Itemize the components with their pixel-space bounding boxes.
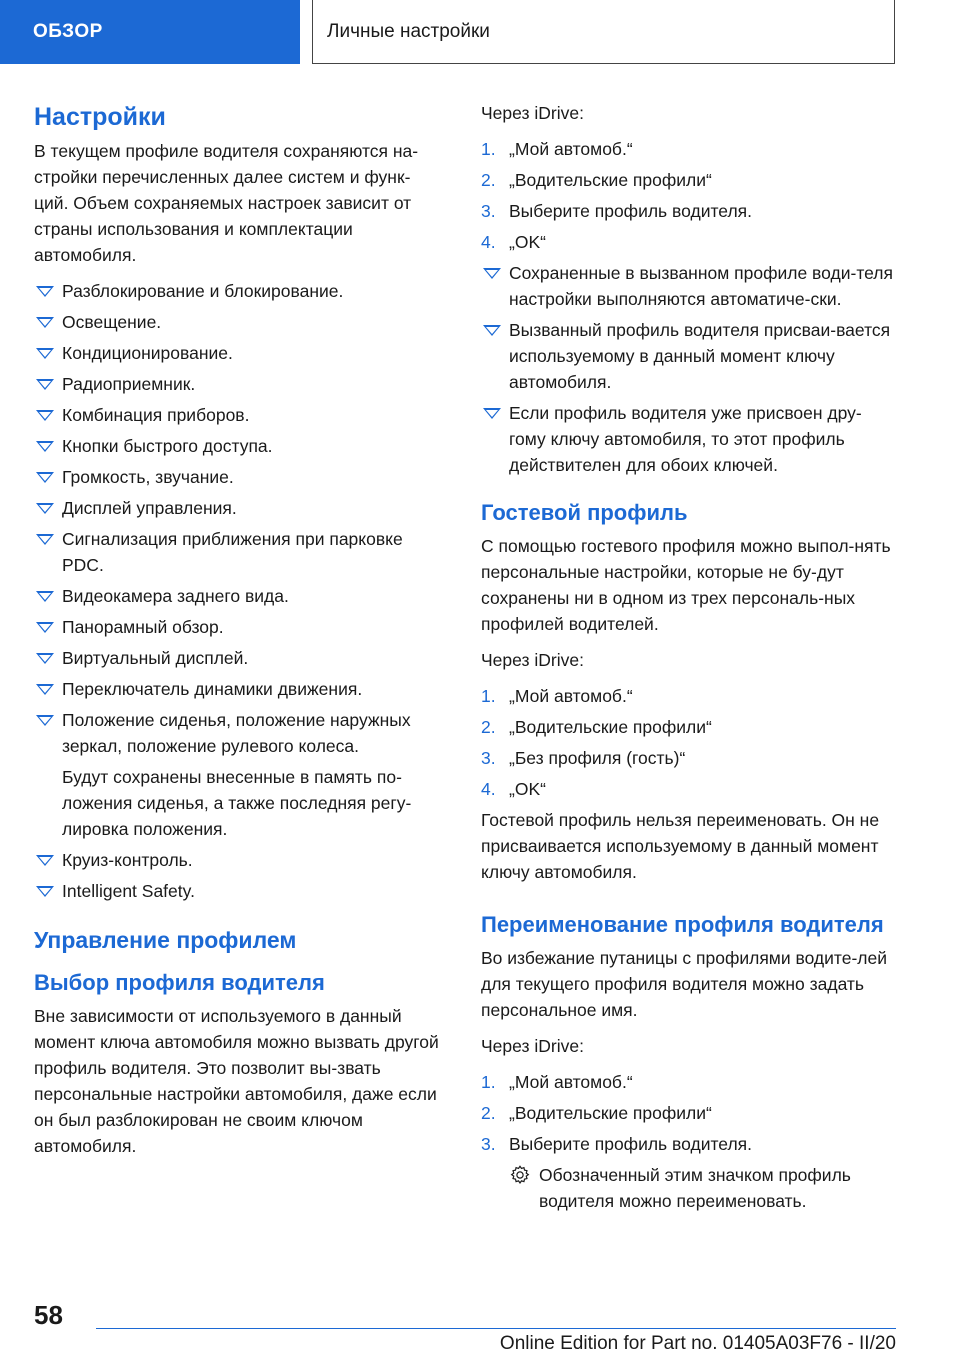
rename-profile-heading: Переименование профиля водителя — [481, 912, 884, 937]
list-item-text: Панорамный обзор. — [62, 617, 224, 637]
list-item — [34, 707, 444, 759]
section-tab: ОБЗОР — [0, 0, 300, 64]
triangle-bullet-icon — [36, 472, 54, 483]
list-item — [34, 464, 444, 490]
list-item-text: Громкость, звучание. — [62, 467, 234, 487]
step-item — [481, 136, 896, 162]
step-text: Выберите профиль водителя. — [509, 1134, 752, 1154]
list-item — [34, 614, 444, 640]
settings-intro: В текущем профиле водителя сохраняются на-стройки перечисленных далее систем и функ-ций. Объем сохраняемых настроек зависит от страны использования и комплектации автомобиля. — [34, 141, 419, 265]
triangle-bullet-icon — [36, 622, 54, 633]
list-item — [34, 878, 444, 904]
list-item-text: Радиоприемник. — [62, 374, 196, 394]
profile-management-heading: Управление профилем — [34, 927, 297, 953]
triangle-bullet-icon — [36, 534, 54, 545]
list-item — [481, 317, 896, 395]
step-text: „OK“ — [509, 779, 546, 799]
step-number: 4. — [481, 232, 496, 252]
triangle-bullet-icon — [483, 325, 501, 336]
select-profile-heading: Выбор профиля водителя — [34, 970, 325, 995]
list-item — [34, 402, 444, 428]
list-item-text: Освещение. — [62, 312, 162, 332]
triangle-bullet-icon — [36, 410, 54, 421]
seat-memory-note: Будут сохранены внесенные в память по-ложения сиденья, а также последняя регу-лировка положения. — [62, 767, 412, 839]
settings-list — [34, 278, 444, 759]
guest-profile-heading: Гостевой профиль — [481, 500, 688, 525]
list-item-text: Сохраненные в вызванном профиле води-теля настройки выполняются автоматиче-ски. — [509, 263, 893, 309]
triangle-bullet-icon — [36, 503, 54, 514]
step-item — [481, 745, 896, 771]
gear-icon — [509, 1164, 531, 1186]
step-number: 2. — [481, 717, 496, 737]
list-item — [34, 340, 444, 366]
step-text: „Водительские профили“ — [509, 717, 712, 737]
step-item — [481, 1069, 896, 1095]
step-item — [481, 714, 896, 740]
triangle-bullet-icon — [36, 886, 54, 897]
step-number: 1. — [481, 686, 496, 706]
step-item — [481, 1131, 896, 1157]
guest-profile-text: С помощью гостевого профиля можно выпол-нять персональные настройки, которые не бу-дут сохранены ни в одном из трех персональ-ных профилей водителей. — [481, 536, 891, 634]
list-item — [481, 260, 896, 312]
step-item — [481, 1100, 896, 1126]
list-item-text: Круиз-контроль. — [62, 850, 193, 870]
list-item-text: Кнопки быстрого доступа. — [62, 436, 273, 456]
guest-profile-note: Гостевой профиль нельзя переименовать. Он не присваивается используемому в данный момент ключу автомобиля. — [481, 810, 880, 882]
select-profile-text: Вне зависимости от используемого в данный момент ключа автомобиля можно вызвать другой профиль водителя. Это позволит вы-звать персональные настройки автомобиля, даже если он был разблокирован не своим ключом автомобиля. — [34, 1006, 439, 1156]
step-item — [481, 167, 896, 193]
settings-list-continued — [34, 847, 444, 904]
list-item — [34, 526, 444, 578]
chapter-header — [312, 0, 895, 64]
list-item — [34, 495, 444, 521]
step-text: „Мой автомоб.“ — [509, 139, 633, 159]
triangle-bullet-icon — [36, 684, 54, 695]
step-number: 3. — [481, 748, 496, 768]
via-idrive-label: Через iDrive: — [481, 103, 584, 123]
list-item — [481, 400, 896, 478]
step-text: „Мой автомоб.“ — [509, 1072, 633, 1092]
page-number: 58 — [34, 1300, 63, 1330]
list-item-text: Разблокирование и блокирование. — [62, 281, 344, 301]
footer-divider — [96, 1328, 896, 1329]
list-item-text: Положение сиденья, положение наружных зеркал, положение рулевого колеса. — [62, 710, 411, 756]
list-item — [34, 433, 444, 459]
step-number: 3. — [481, 1134, 496, 1154]
settings-heading: Настройки — [34, 103, 166, 131]
triangle-bullet-icon — [36, 379, 54, 390]
list-item-text: Виртуальный дисплей. — [62, 648, 249, 668]
select-profile-notes — [481, 260, 896, 478]
rename-profile-steps — [481, 1069, 896, 1157]
step-number: 2. — [481, 1103, 496, 1123]
triangle-bullet-icon — [36, 441, 54, 452]
triangle-bullet-icon — [36, 715, 54, 726]
step-item — [481, 229, 896, 255]
list-item — [34, 278, 444, 304]
gear-note-text: Обозначенный этим значком профиль водителя можно переименовать. — [539, 1165, 851, 1211]
step-text: „OK“ — [509, 232, 546, 252]
list-item — [34, 583, 444, 609]
step-number: 1. — [481, 1072, 496, 1092]
chapter-title: Личные настройки — [327, 20, 490, 42]
list-item — [34, 309, 444, 335]
step-number: 1. — [481, 139, 496, 159]
list-item-text: Видеокамера заднего вида. — [62, 586, 289, 606]
list-item-text: Переключатель динамики движения. — [62, 679, 363, 699]
via-idrive-label: Через iDrive: — [481, 650, 584, 670]
left-column — [34, 100, 444, 1169]
step-text: „Мой автомоб.“ — [509, 686, 633, 706]
list-item-text: Intelligent Safety. — [62, 881, 195, 901]
list-item-text: Если профиль водителя уже присвоен дру-гому ключу автомобиля, то этот профиль действителен для обоих ключей. — [509, 403, 862, 475]
step-number: 4. — [481, 779, 496, 799]
list-item — [34, 847, 444, 873]
step-text: „Водительские профили“ — [509, 1103, 712, 1123]
step-item — [481, 198, 896, 224]
right-column — [481, 100, 896, 1214]
triangle-bullet-icon — [36, 855, 54, 866]
list-item — [34, 676, 444, 702]
list-item-text: Кондиционирование. — [62, 343, 233, 363]
step-item — [481, 683, 896, 709]
triangle-bullet-icon — [36, 286, 54, 297]
step-text: „Водительские профили“ — [509, 170, 712, 190]
guest-profile-steps — [481, 683, 896, 802]
triangle-bullet-icon — [36, 348, 54, 359]
list-item-text: Сигнализация приближения при парковке PDC. — [62, 529, 403, 575]
step-number: 2. — [481, 170, 496, 190]
triangle-bullet-icon — [36, 317, 54, 328]
step-item — [481, 776, 896, 802]
rename-profile-text: Во избежание путаницы с профилями водите-лей для текущего профиля водителя можно задать персональное имя. — [481, 948, 888, 1020]
step-text: Выберите профиль водителя. — [509, 201, 752, 221]
triangle-bullet-icon — [483, 408, 501, 419]
list-item — [34, 645, 444, 671]
list-item-text: Вызванный профиль водителя присваи-вается используемому в данный момент ключу автомобиля. — [509, 320, 891, 392]
rename-gear-note — [481, 1162, 896, 1214]
triangle-bullet-icon — [36, 653, 54, 664]
via-idrive-label: Через iDrive: — [481, 1036, 584, 1056]
triangle-bullet-icon — [36, 591, 54, 602]
list-item-text: Дисплей управления. — [62, 498, 237, 518]
step-number: 3. — [481, 201, 496, 221]
step-text: „Без профиля (гость)“ — [509, 748, 686, 768]
triangle-bullet-icon — [483, 268, 501, 279]
list-item — [34, 371, 444, 397]
select-profile-steps — [481, 136, 896, 255]
list-item-text: Комбинация приборов. — [62, 405, 250, 425]
footer-edition: Online Edition for Part no. 01405A03F76 - II/20 — [499, 1333, 896, 1354]
